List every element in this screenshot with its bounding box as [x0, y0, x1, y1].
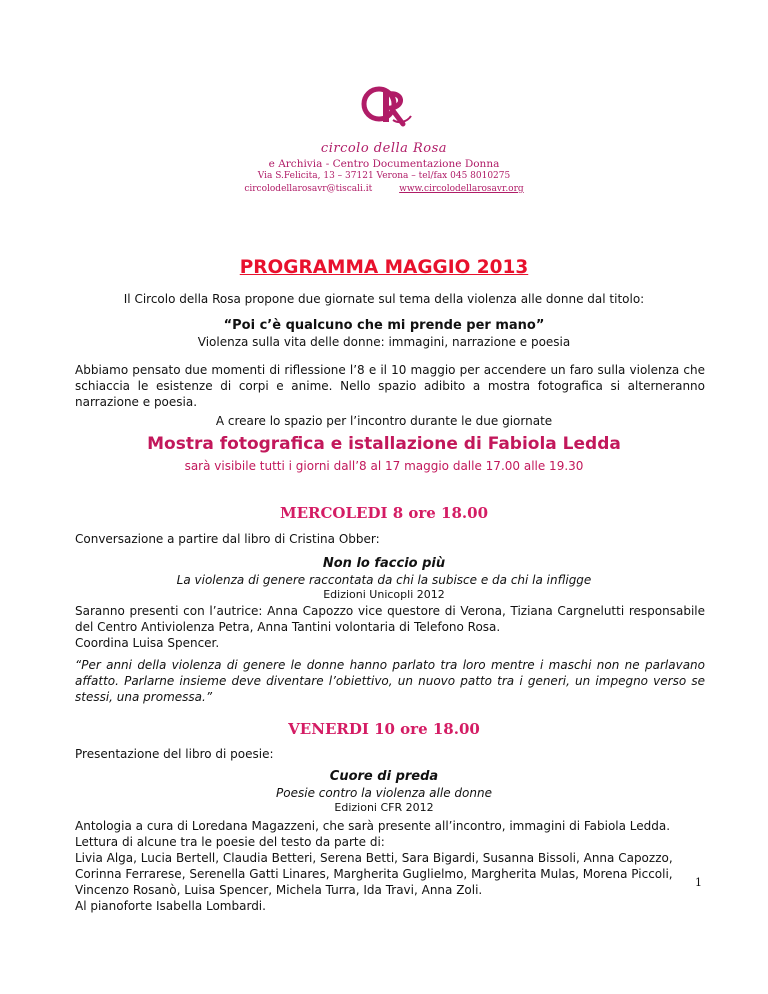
day2-details: [75, 818, 705, 914]
day1-coordinator: Coordina Luisa Spencer.: [75, 636, 220, 650]
header-org-line: e Archivia - Centro Documentazione Donna: [268, 158, 500, 170]
day2-heading: VENERDI 10 ore 18.00: [288, 720, 480, 738]
rose-logo-icon: [349, 80, 419, 140]
day1-book-subtitle: La violenza di genere raccontata da chi la subisce e da chi la infligge: [176, 573, 592, 587]
event-title: “Poi c’è qualcuno che mi prende per mano”: [223, 318, 545, 333]
header-website-link[interactable]: www.circolodellarosavr.org: [399, 184, 524, 194]
day1-lead: Conversazione a partire dal libro di Cristina Obber:: [75, 532, 380, 546]
day1-quote: “Per anni della violenza di genere le donne hanno parlato tra loro mentre i maschi non ne parlavano affatto. Parlarne insieme deve diventare l’obiettivo, un nuovo patto tra i generi, un impegno verso se stessi, una promessa.”: [75, 658, 705, 704]
day1-book-title: Non lo faccio più: [322, 556, 446, 571]
day2-editor-line: Antologia a cura di Loredana Magazzeni, che sarà presente all’incontro, immagini di Fabiola Ledda. Lettura di alcune tra le poesie del testo da parte di:: [75, 819, 671, 849]
header-address-line: Via S.Felicita, 13 – 37121 Verona – tel/fax 045 8010275: [257, 171, 511, 181]
exhibition-title: Mostra fotografica e istallazione di Fabiola Ledda: [147, 434, 621, 454]
day2-book-subtitle: Poesie contro la violenza alle donne: [276, 786, 492, 800]
day1-participants-text: Saranno presenti con l’autrice: Anna Capozzo vice questore di Verona, Tiziana Cargnelutti responsabile del Centro Antiviolenza Petra, Anna Tantini volontaria di Telefono Rosa.: [75, 604, 705, 634]
exhibition-intro: A creare lo spazio per l’incontro durante le due giornate: [215, 414, 553, 428]
day2-book-title: Cuore di preda: [329, 769, 439, 784]
page-number: 1: [695, 876, 702, 889]
logo-script-text: circolo della Rosa: [320, 141, 448, 156]
day2-readers-line: Livia Alga, Lucia Bertell, Claudia Betteri, Serena Betti, Sara Bigardi, Susanna Bissoli, Anna Capozzo, Corinna Ferrarese, Serenella Gatti Linares, Margherita Guglielmo, Margherita Mulas, Morena Piccoli, Vincenzo Rosanò, Luisa Spencer, Michela Turra, Ida Travi, Anna Zoli.: [75, 851, 673, 897]
header-contact-line: [0, 184, 768, 194]
day1-heading: MERCOLEDI 8 ore 18.00: [279, 504, 489, 522]
day1-participants: [75, 603, 705, 651]
exhibition-dates: sarà visibile tutti i giorni dall’8 al 17 maggio dalle 17.00 alle 19.30: [184, 459, 584, 473]
day2-book-edition: Edizioni CFR 2012: [334, 801, 434, 814]
day1-book-edition: Edizioni Unicopli 2012: [323, 588, 445, 601]
intro-paragraph: Abbiamo pensato due momenti di riflessione l’8 e il 10 maggio per accendere un faro sulla violenza che schiaccia le esistenze di corpi e anime. Nello spazio adibito a mostra fotografica si alterneranno narrazione e poesia.: [75, 363, 705, 409]
event-subtitle: Violenza sulla vita delle donne: immagini, narrazione e poesia: [197, 335, 571, 349]
header-email[interactable]: circolodellarosavr@tiscali.it: [244, 184, 373, 194]
page-title: PROGRAMMA MAGGIO 2013: [239, 257, 529, 278]
intro-text: Il Circolo della Rosa propone due giornate sul tema della violenza alle donne dal titolo:: [123, 292, 645, 306]
day2-lead: Presentazione del libro di poesie:: [75, 747, 274, 761]
logo: [0, 80, 768, 144]
day2-piano-line: Al pianoforte Isabella Lombardi.: [75, 899, 266, 913]
